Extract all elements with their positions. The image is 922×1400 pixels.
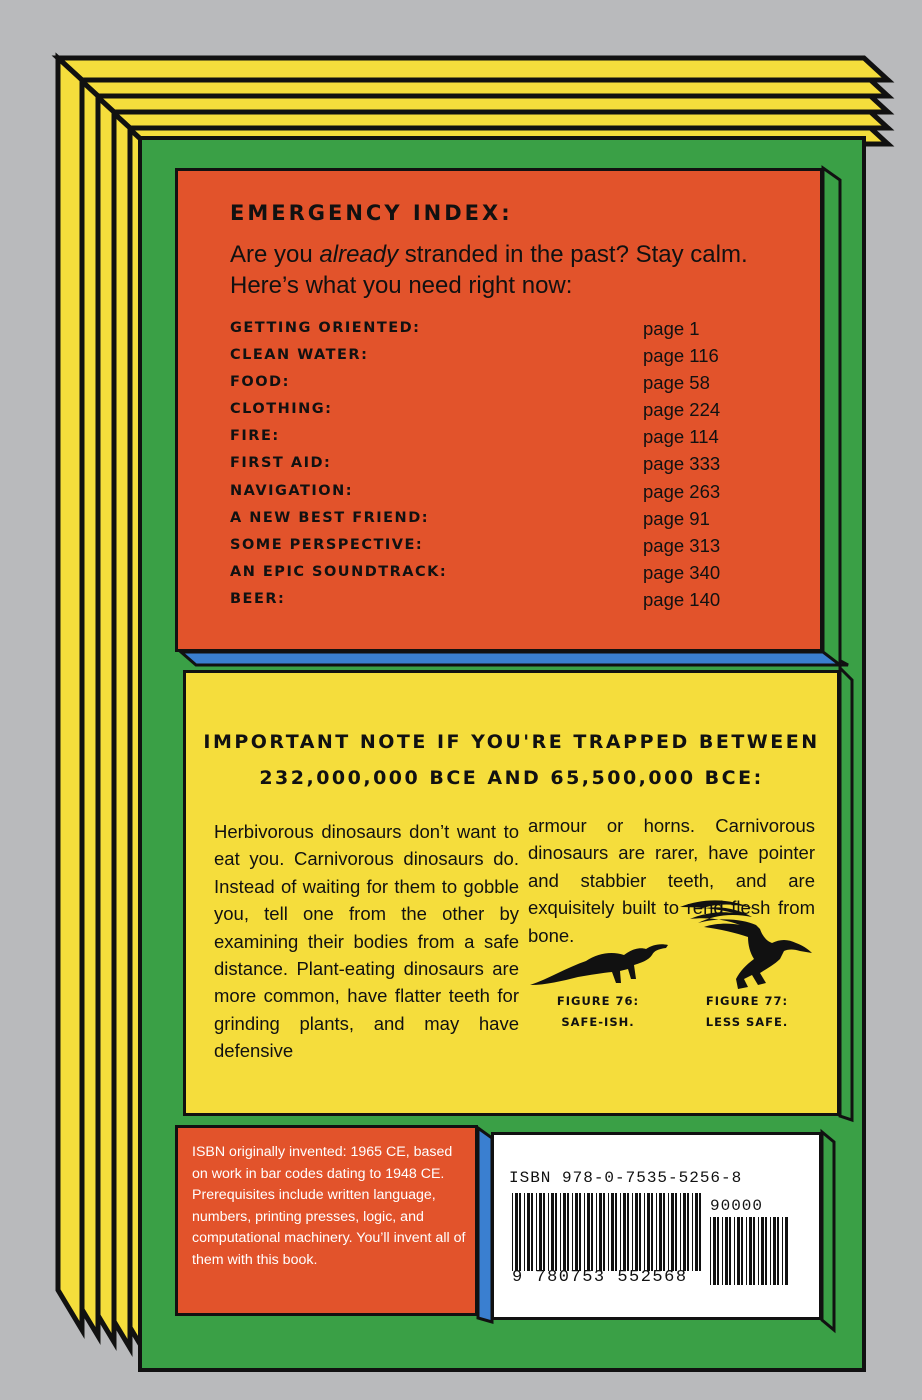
index-entry-some-perspective (230, 532, 790, 559)
barcode-bar (668, 1193, 669, 1271)
index-entry-page: page 58 (643, 372, 710, 394)
barcode-bar (722, 1217, 723, 1285)
barcode-bar (725, 1217, 728, 1285)
barcode-bar (777, 1217, 779, 1285)
barcode-digits: 9 780753 552568 (512, 1268, 688, 1287)
page-edge-top (58, 58, 888, 80)
barcode-bar (563, 1193, 566, 1271)
index-entry-label: GETTING ORIENTED: (230, 320, 421, 336)
index-entry-clothing (230, 396, 790, 423)
barcode-bar (761, 1217, 764, 1285)
barcode-bar (620, 1193, 621, 1271)
main-barcode (512, 1193, 702, 1271)
barcode-bar (639, 1193, 641, 1271)
index-entry-page: page 263 (643, 480, 721, 502)
barcode-bar (560, 1193, 561, 1271)
blue-bevel-top (181, 652, 848, 665)
barcode-bar (746, 1217, 747, 1285)
important-note-panel (183, 670, 840, 1116)
barcode-bar (587, 1193, 590, 1271)
barcode-bar (515, 1193, 518, 1271)
index-entry-label: FIRE: (230, 428, 280, 445)
carnivore-dinosaur-icon (676, 895, 816, 991)
isbn-note-panel (175, 1125, 478, 1316)
barcode-bar (695, 1193, 698, 1271)
herbivore-dinosaur-icon (528, 939, 673, 989)
barcode-bar (536, 1193, 537, 1271)
barcode-bar (644, 1193, 645, 1271)
intro-text-end: stranded in the past? Stay calm. Here’s what you need right now: (230, 241, 748, 299)
barcode-bar (729, 1217, 731, 1285)
blue-bevel-side (478, 1128, 492, 1322)
index-entry-label: NAVIGATION: (230, 482, 354, 499)
barcode-bar (692, 1193, 693, 1271)
barcode-bar (519, 1193, 521, 1271)
barcode-bevel-right (822, 1132, 834, 1330)
note-heading-line2: 232,000,000 BCE AND 65,500,000 BCE: (259, 767, 764, 789)
index-entry-new-best-friend (230, 505, 790, 532)
barcode-bar (651, 1193, 653, 1271)
index-entry-page: page 140 (643, 588, 721, 610)
barcode-bar (659, 1193, 662, 1271)
barcode-bar (675, 1193, 677, 1271)
barcode-bar (584, 1193, 585, 1271)
barcode-bar (773, 1217, 776, 1285)
barcode-bar (753, 1217, 755, 1285)
barcode-bar (548, 1193, 549, 1271)
barcode-bar (539, 1193, 542, 1271)
barcode-bar (627, 1193, 629, 1271)
index-entry-page: page 1 (643, 318, 700, 339)
intro-text-start: Are you (230, 241, 320, 268)
index-entry-page: page 340 (643, 561, 721, 583)
barcode-bar (531, 1193, 533, 1271)
barcode-bar (687, 1193, 689, 1271)
barcode-bar (710, 1217, 711, 1285)
barcode-bar (741, 1217, 743, 1285)
index-entry-navigation (230, 478, 790, 505)
emergency-bevel-right (823, 168, 840, 665)
barcode-bar (632, 1193, 633, 1271)
note-column-1: Herbivorous dinosaurs don’t want to eat you. Carnivorous dinosaurs do. Instead of waiting for them to gobble you, tell one from the other by examining their bodies from a safe distance. Plant-eating dinosaurs are more common, have flatter teeth for grinding plants, and may have defensive (214, 821, 519, 1062)
note-heading-line1: IMPORTANT NOTE IF YOU'RE TRAPPED BETWEEN (203, 731, 820, 753)
barcode-bar (713, 1217, 716, 1285)
barcode-bar (579, 1193, 581, 1271)
barcode-bar (734, 1217, 735, 1285)
index-entry-label: FOOD: (230, 374, 290, 391)
index-entry-label: A NEW BEST FRIEND: (230, 509, 430, 526)
barcode-bar (608, 1193, 609, 1271)
page-edge-side (58, 58, 82, 1330)
index-entry-label: AN EPIC SOUNDTRACK: (230, 563, 448, 580)
figure-77-text: LESS SAFE. (705, 1015, 789, 1029)
index-entry-label: CLEAN WATER: (230, 347, 369, 364)
barcode-bar (782, 1217, 783, 1285)
index-entry-label: BEER: (230, 590, 286, 607)
emergency-index-heading: EMERGENCY INDEX: (230, 201, 513, 225)
note-column-2: armour or horns. Carnivorous dinosaurs are rarer, have pointer and stabbier teeth, and are exquisitely built to rend flesh from bone. (528, 815, 815, 946)
index-entry-food (230, 369, 790, 396)
emergency-index-panel (175, 168, 823, 652)
barcode-bar (765, 1217, 767, 1285)
index-entry-first-aid (230, 450, 790, 477)
figure-76-number: FIGURE 76: (556, 994, 640, 1008)
index-entry-label: FIRST AID: (230, 455, 332, 472)
index-entry-page: page 114 (643, 426, 719, 448)
barcode-bar (555, 1193, 557, 1271)
barcode-price-code: 90000 (710, 1197, 764, 1215)
barcode-bar (749, 1217, 752, 1285)
index-entry-epic-soundtrack (230, 559, 790, 586)
barcode-bar (611, 1193, 614, 1271)
barcode-bar (671, 1193, 674, 1271)
barcode-bar (683, 1193, 686, 1271)
emergency-index-intro (230, 239, 790, 301)
barcode-bar (527, 1193, 530, 1271)
barcode-bar (615, 1193, 617, 1271)
isbn-note-text: ISBN originally invented: 1965 CE, based on work in bar codes dating to 1948 CE. Prerequisites include written language, numbers, printing presses, logic, and computational machinery. You’ll invent all of them with this book. (192, 1144, 466, 1268)
barcode-bar (623, 1193, 626, 1271)
barcode-bar (656, 1193, 657, 1271)
barcode-bar (603, 1193, 605, 1271)
intro-emphasis: already (319, 241, 399, 268)
index-entry-label: SOME PERSPECTIVE: (230, 536, 424, 553)
barcode-bar (785, 1217, 788, 1285)
index-entry-beer (230, 586, 790, 613)
barcode-bar (591, 1193, 593, 1271)
index-entry-clean-water (230, 342, 790, 369)
figure-77-caption (692, 991, 802, 1033)
index-entry-page: page 313 (643, 534, 721, 556)
addon-barcode (710, 1217, 790, 1285)
barcode-bar (699, 1193, 701, 1271)
barcode-bar (663, 1193, 665, 1271)
barcode-panel (491, 1132, 822, 1320)
barcode-bar (770, 1217, 771, 1285)
barcode-bar (543, 1193, 545, 1271)
index-entry-page: page 224 (643, 399, 721, 421)
note-bevel-right (840, 668, 852, 1120)
barcode-bar (567, 1193, 569, 1271)
barcode-bar (599, 1193, 602, 1271)
barcode-bar (572, 1193, 573, 1271)
barcode-bar (647, 1193, 650, 1271)
barcode-bar (717, 1217, 719, 1285)
barcode-bar (524, 1193, 525, 1271)
index-entry-fire (230, 423, 790, 450)
index-entry-getting-oriented (230, 315, 790, 342)
barcode-bar (635, 1193, 638, 1271)
figure-76-text: SAFE-ISH. (561, 1015, 635, 1029)
index-entry-page: page 91 (643, 507, 710, 529)
barcode-bar (575, 1193, 578, 1271)
figure-76-caption (543, 991, 653, 1033)
isbn-label: ISBN 978-0-7535-5256-8 (509, 1169, 743, 1187)
emergency-index-list (230, 315, 790, 613)
barcode-bar (758, 1217, 759, 1285)
index-entry-label: CLOTHING: (230, 401, 333, 418)
figure-77-number: FIGURE 77: (705, 994, 789, 1008)
barcode-bar (512, 1193, 513, 1271)
barcode-bar (680, 1193, 681, 1271)
barcode-bar (737, 1217, 740, 1285)
index-entry-page: page 116 (643, 345, 719, 367)
barcode-bar (596, 1193, 597, 1271)
barcode-bar (551, 1193, 554, 1271)
index-entry-page: page 333 (643, 453, 721, 475)
